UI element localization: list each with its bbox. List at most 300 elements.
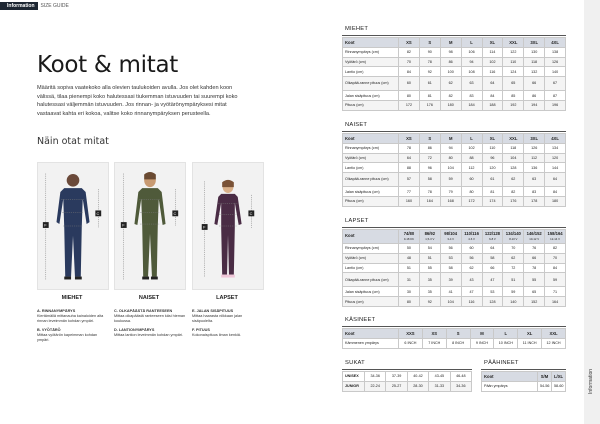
table-cell: 58 [419, 173, 440, 187]
table-cell: S [419, 38, 440, 48]
table-cell: 4XL [545, 38, 566, 48]
table-cell: 84 [482, 91, 503, 101]
table-cell: 81 [482, 187, 503, 197]
table-cell: XXL [503, 134, 524, 144]
table-cell: 48 [399, 253, 420, 263]
table-cell: 83 [524, 187, 545, 197]
table-cell: Pään ympärys [482, 381, 538, 391]
table-cell: XL [518, 329, 542, 339]
table-cell: 53 [482, 287, 503, 297]
table-cell: Jalan sisäpituus (cm) [343, 187, 399, 197]
table-cell: 80 [461, 187, 482, 197]
table-cell: 136 [524, 163, 545, 173]
table-cell: 104 [503, 153, 524, 163]
table-cell: 144 [545, 163, 566, 173]
age-label: 8-10 V [509, 236, 518, 241]
table-cell: 84 [545, 263, 566, 273]
measure-heading: Näin otat mitat [37, 136, 109, 147]
table-cell: 51 [503, 273, 524, 287]
page-title: Koot & mitat [37, 52, 178, 78]
table-cell: 35 [419, 273, 440, 287]
table-cell: 102 [461, 143, 482, 153]
table-cell: 78 [399, 143, 420, 153]
note-text: Mittaa haarasta nilkkaan jalan sisäpuolelta. [192, 314, 243, 324]
table-row [343, 297, 566, 307]
table-cell: 59 [440, 173, 461, 187]
table-cell: 80 [399, 297, 420, 307]
table-cell: 59 [503, 287, 524, 297]
table-cell: XXL [542, 329, 566, 339]
table-cell: 192 [503, 100, 524, 110]
table-cell: 65 [524, 287, 545, 297]
table-cell: 176 [419, 100, 440, 110]
table-cell: 66 [524, 253, 545, 263]
table-cell: 59 [545, 273, 566, 287]
size-label: 74/80 [403, 231, 415, 237]
table-cell: 172 [461, 196, 482, 206]
figure-women [114, 162, 186, 290]
table-cell: 184 [461, 100, 482, 110]
table-row [343, 263, 566, 273]
table-cell: 62 [440, 77, 461, 91]
svg-text:C: C [249, 210, 253, 216]
table-cell: 118 [503, 143, 524, 153]
table-cell: 140 [545, 67, 566, 77]
table-cell: 128 [503, 163, 524, 173]
table-cell: 58 [482, 253, 503, 263]
table-row [343, 253, 566, 263]
table-cell: 25-27 [386, 381, 407, 391]
table-gloves-rule [342, 326, 566, 327]
figure-women-label: NAISET [138, 295, 160, 301]
table-cell: 83 [461, 91, 482, 101]
note-text: Kokonaispituus ilman kenkiä. [192, 332, 241, 337]
table-cell: Olkapää-ranne pituus (cm) [343, 273, 399, 287]
table-cell: 134 [545, 143, 566, 153]
size-label: 86/92 [424, 231, 436, 237]
figure-men [37, 162, 109, 290]
table-cell: 9 INCH [470, 338, 494, 348]
table-cell: 176 [503, 196, 524, 206]
table-cell: Koot [343, 329, 399, 339]
table-cell: 94 [440, 143, 461, 153]
table-cell: Koot [343, 134, 399, 144]
table-cell: 88 [399, 163, 420, 173]
table-cell: M [440, 38, 461, 48]
table-cell: XL [482, 134, 503, 144]
table-cell: 70 [545, 253, 566, 263]
table-cell: XXL [503, 38, 524, 48]
table-cell: Olkapää-ranne pituus (cm) [343, 77, 399, 91]
size-label: 110/116 [464, 231, 479, 237]
table-header-row [343, 230, 566, 244]
table-cell: Jalan sisäpituus (cm) [343, 287, 399, 297]
table-cell: 102 [482, 57, 503, 67]
table-cell: 194 [524, 100, 545, 110]
table-cell: 41 [440, 287, 461, 297]
table-row [343, 91, 566, 101]
kids-figure-image [193, 163, 263, 289]
table-header-row [343, 329, 566, 339]
table-cell: 71 [545, 287, 566, 297]
table-cell: 78 [419, 187, 440, 197]
table-cell: Pituus (cm) [343, 196, 399, 206]
size-label: 98/104 [444, 231, 458, 237]
table-cell: 82 [545, 244, 566, 254]
table-cell: 43 [461, 273, 482, 287]
table-cell: 85 [503, 91, 524, 101]
table-cell: 124 [503, 67, 524, 77]
table-cell: 34-36 [450, 381, 471, 391]
table-cell: JUNIOR [343, 381, 365, 391]
table-cell: 70 [399, 57, 420, 67]
table-row [343, 77, 566, 91]
table-cell: Olkapää-ranne pituus (cm) [343, 173, 399, 187]
table-cell: 12 INCH [542, 338, 566, 348]
table-cell: 62 [503, 173, 524, 187]
table-row [343, 273, 566, 287]
table-cell: Rinnanympärys (cm) [343, 244, 399, 254]
table-cell: 64 [399, 153, 420, 163]
table-cell [503, 230, 524, 244]
table-cell: 180 [545, 196, 566, 206]
table-cell: 78 [419, 57, 440, 67]
table-gloves-title: KÄSINEET [345, 317, 376, 323]
table-cell: 56 [461, 253, 482, 263]
table-cell [545, 230, 566, 244]
table-cell: 61 [482, 173, 503, 187]
table-cell: 64 [482, 244, 503, 254]
table-hats-rule [481, 369, 566, 370]
table-cell: 8 INCH [446, 338, 470, 348]
table-cell: 112 [461, 163, 482, 173]
table-cell: Lantio (cm) [343, 163, 399, 173]
table-cell: 47 [461, 287, 482, 297]
table-cell: Rinnanympärys (cm) [343, 47, 399, 57]
figure-kids-label: LAPSET [216, 295, 238, 301]
age-label: 4-6 V [468, 236, 475, 241]
side-tab[interactable] [584, 0, 600, 424]
svg-text:F: F [122, 222, 125, 228]
table-cell: L [494, 329, 518, 339]
table-cell: 104 [440, 297, 461, 307]
table-cell: 55 [524, 273, 545, 287]
table-cell: 114 [482, 47, 503, 57]
table-cell: 77 [399, 187, 420, 197]
side-tab-label: Information [588, 368, 594, 394]
table-cell: 178 [524, 196, 545, 206]
table-row [343, 187, 566, 197]
table-cell: 7 INCH [422, 338, 446, 348]
table-cell: Lantio (cm) [343, 67, 399, 77]
table-cell: Koot [343, 230, 399, 244]
table-cell [399, 230, 420, 244]
notes-col-1 [37, 309, 109, 346]
section-header [0, 0, 300, 11]
subsection-label: SIZE GUIDE [40, 2, 69, 9]
note-heading: E. JALAN SISÄPITUUS [192, 309, 234, 313]
table-cell: XS [399, 134, 420, 144]
table-women-rule [342, 131, 566, 132]
table-row [343, 196, 566, 206]
table-cell: 120 [545, 153, 566, 163]
table-cell [419, 230, 440, 244]
table-cell: Pituus (cm) [343, 297, 399, 307]
table-cell: 81 [419, 91, 440, 101]
table-cell: 57 [399, 173, 420, 187]
table-cell: 60 [461, 173, 482, 187]
table-cell: 92 [419, 67, 440, 77]
note-heading: A. RINNANYMPÄRYS [37, 309, 76, 313]
age-label: 9-18 KK [403, 236, 414, 241]
table-cell: 6 INCH [399, 338, 423, 348]
table-row [343, 381, 472, 391]
note-heading: D. LANTIONYMPÄRYS [114, 327, 155, 332]
table-cell: 10 INCH [494, 338, 518, 348]
section-label: Information [0, 2, 38, 10]
table-header-row [482, 372, 566, 382]
table-cell: 152 [524, 297, 545, 307]
table-cell: 116 [461, 297, 482, 307]
table-hats-title: PÄÄHINEET [484, 360, 519, 366]
table-cell: 82 [399, 47, 420, 57]
table-cell: 40-42 [407, 372, 428, 382]
notes-col-2 [114, 309, 186, 341]
table-cell: 164 [419, 196, 440, 206]
note-heading: C. OLKAPÄÄSTÄ RANTEESEEN [114, 309, 173, 313]
table-row [343, 372, 472, 382]
table-cell: 86 [440, 57, 461, 67]
table-cell: 92 [419, 297, 440, 307]
table-cell: Lantio (cm) [343, 263, 399, 273]
table-row [343, 67, 566, 77]
note-text: Mittaa olkapäästä ranteeseen käsi hieman koukussa. [114, 314, 186, 324]
table-cell: 46-48 [450, 372, 471, 382]
table-cell: 62 [461, 263, 482, 273]
table-row [343, 47, 566, 57]
table-cell [482, 230, 503, 244]
table-cell: 4XL [545, 134, 566, 144]
table-cell: 96 [419, 163, 440, 173]
table-socks [342, 371, 472, 392]
table-cell: 66 [524, 77, 545, 91]
table-cell: 3XL [524, 134, 545, 144]
svg-text:C: C [96, 210, 100, 216]
table-cell: 80 [399, 91, 420, 101]
table-header-row [343, 38, 566, 48]
table-cell [524, 230, 545, 244]
table-cell: 37-39 [386, 372, 407, 382]
table-cell: 188 [482, 100, 503, 110]
table-cell: 70 [503, 244, 524, 254]
note-text: Kiertämällä mittanauha kainaloiden alta rinnan leveimmän kohdan ympäri. [37, 314, 104, 324]
table-cell: 118 [524, 57, 545, 67]
table-cell: XS [422, 329, 446, 339]
age-label: 6-8 V [489, 236, 496, 241]
table-cell: 65 [503, 77, 524, 91]
table-cell [440, 230, 461, 244]
table-row [343, 173, 566, 187]
table-cell: 82 [440, 91, 461, 101]
table-cell: M [470, 329, 494, 339]
table-cell: 31 [399, 273, 420, 287]
table-cell: Koot [343, 38, 399, 48]
table-cell: XS [399, 38, 420, 48]
table-cell: 76 [524, 244, 545, 254]
table-cell: 86 [419, 143, 440, 153]
table-cell: 126 [524, 143, 545, 153]
table-cell: 106 [461, 47, 482, 57]
size-label: 134/140 [505, 231, 521, 237]
table-cell: 55 [419, 263, 440, 273]
table-cell: Rinnanympärys (cm) [343, 143, 399, 153]
table-cell: 66 [482, 263, 503, 273]
table-cell: 116 [482, 67, 503, 77]
table-cell: 58-60 [552, 381, 566, 391]
table-cell: 86 [524, 91, 545, 101]
size-label: 158/164 [547, 231, 563, 237]
table-cell: 79 [440, 187, 461, 197]
table-cell: Vyötärö (cm) [343, 253, 399, 263]
table-cell: 39 [440, 273, 461, 287]
table-cell: M [440, 134, 461, 144]
table-cell: 120 [482, 163, 503, 173]
note-text: Mittaa vyötärön kapeimman kohdan ympäri. [37, 332, 98, 343]
table-header-row [343, 134, 566, 144]
table-cell: 63 [524, 173, 545, 187]
table-cell: 34-36 [365, 372, 386, 382]
table-row [343, 287, 566, 297]
table-cell: 11 INCH [518, 338, 542, 348]
table-row [482, 381, 566, 391]
table-cell: 28-30 [407, 381, 428, 391]
table-cell: 67 [545, 77, 566, 91]
table-cell: 110 [503, 57, 524, 67]
table-cell: Jalan sisäpituus (cm) [343, 91, 399, 101]
table-hats [481, 371, 566, 392]
size-label: 122/128 [484, 231, 500, 237]
table-cell: Vyötärö (cm) [343, 153, 399, 163]
table-cell: Kämmenen ympärys [343, 338, 399, 348]
table-cell: 47 [482, 273, 503, 287]
table-cell: 87 [545, 91, 566, 101]
note-text: Mittaa lantion leveimmän kohdan ympäri. [114, 332, 184, 337]
women-figure-image [115, 163, 185, 289]
table-cell: 180 [440, 100, 461, 110]
note-heading: F. PITUUS [192, 327, 210, 332]
table-cell: XXS [399, 329, 423, 339]
table-cell: 78 [524, 263, 545, 273]
table-cell: 43-45 [429, 372, 450, 382]
table-cell: 84 [399, 67, 420, 77]
figure-kids [192, 162, 264, 290]
table-cell: 174 [482, 196, 503, 206]
table-cell: S [419, 134, 440, 144]
table-cell: 54 [419, 244, 440, 254]
table-cell: 72 [419, 153, 440, 163]
table-cell: 63 [461, 77, 482, 91]
table-cell: 100 [440, 67, 461, 77]
table-cell: L [461, 38, 482, 48]
table-cell: Pituus (cm) [343, 100, 399, 110]
table-cell: 126 [545, 57, 566, 67]
size-label: 146/152 [526, 231, 542, 237]
age-label: 3-4 V [447, 236, 455, 241]
table-row [343, 163, 566, 173]
table-cell: 110 [482, 143, 503, 153]
table-row [343, 100, 566, 110]
table-cell: 53 [440, 253, 461, 263]
table-cell: 112 [524, 153, 545, 163]
svg-text:C: C [173, 210, 177, 216]
table-cell: 90 [419, 47, 440, 57]
table-cell: L [461, 134, 482, 144]
table-cell: UNISEX [343, 372, 365, 382]
table-cell: 54-56 [538, 381, 552, 391]
age-label: 12-14 V [550, 236, 560, 241]
table-men [342, 37, 566, 111]
table-row [343, 153, 566, 163]
table-cell: 172 [399, 100, 420, 110]
table-cell: 128 [482, 297, 503, 307]
table-cell [461, 230, 482, 244]
svg-text:F: F [203, 224, 206, 230]
table-men-rule [342, 35, 566, 36]
table-cell: 140 [503, 297, 524, 307]
table-cell: 60 [461, 244, 482, 254]
age-label: 1,5-3 V [425, 236, 435, 241]
table-cell: 96 [482, 153, 503, 163]
table-socks-rule [342, 369, 472, 370]
figure-men-label: MIEHET [61, 295, 83, 301]
notes-col-3 [192, 309, 264, 341]
table-cell: 56 [440, 244, 461, 254]
table-cell: Koot [482, 372, 538, 382]
table-row [343, 244, 566, 254]
table-cell: Vyötärö (cm) [343, 57, 399, 67]
table-cell: 72 [503, 263, 524, 273]
table-cell: L/XL [552, 372, 566, 382]
table-cell: 3XL [524, 38, 545, 48]
table-cell: 61 [419, 77, 440, 91]
table-cell: 22-24 [365, 381, 386, 391]
table-cell: 104 [440, 163, 461, 173]
table-cell: S [446, 329, 470, 339]
table-cell: 62 [503, 253, 524, 263]
table-cell: 84 [545, 187, 566, 197]
svg-text:F: F [44, 222, 47, 228]
table-cell: 82 [503, 187, 524, 197]
table-row [343, 338, 566, 348]
table-gloves [342, 328, 566, 349]
table-cell: 138 [545, 47, 566, 57]
table-row [343, 143, 566, 153]
table-cell: 122 [503, 47, 524, 57]
table-cell: S/M [538, 372, 552, 382]
table-cell: 30 [399, 287, 420, 297]
table-women [342, 133, 566, 207]
table-cell: 60 [399, 77, 420, 91]
table-cell: 132 [524, 67, 545, 77]
table-cell: 51 [419, 253, 440, 263]
note-heading: B. VYÖTÄRÖ [37, 327, 61, 332]
table-cell: 51 [399, 263, 420, 273]
table-cell: 80 [440, 153, 461, 163]
table-cell: 64 [482, 77, 503, 91]
age-label: 10-12 V [529, 236, 540, 241]
table-cell: 196 [545, 100, 566, 110]
intro-paragraph: Määritä sopiva vaatekoko alla olevien taulukoiden avulla. Jos olet kahden koon välissä, tilaa pienempi koko halutessasi tiukemman istuvuuden tai suurempi koko halutessasi väljemmän istuvuuden. Jos rinnan- ja vyötärönympäryksesi mitat vastaavat kahta eri kokoa, valitse koko rinnanympäryksen perusteella. [37, 85, 238, 117]
